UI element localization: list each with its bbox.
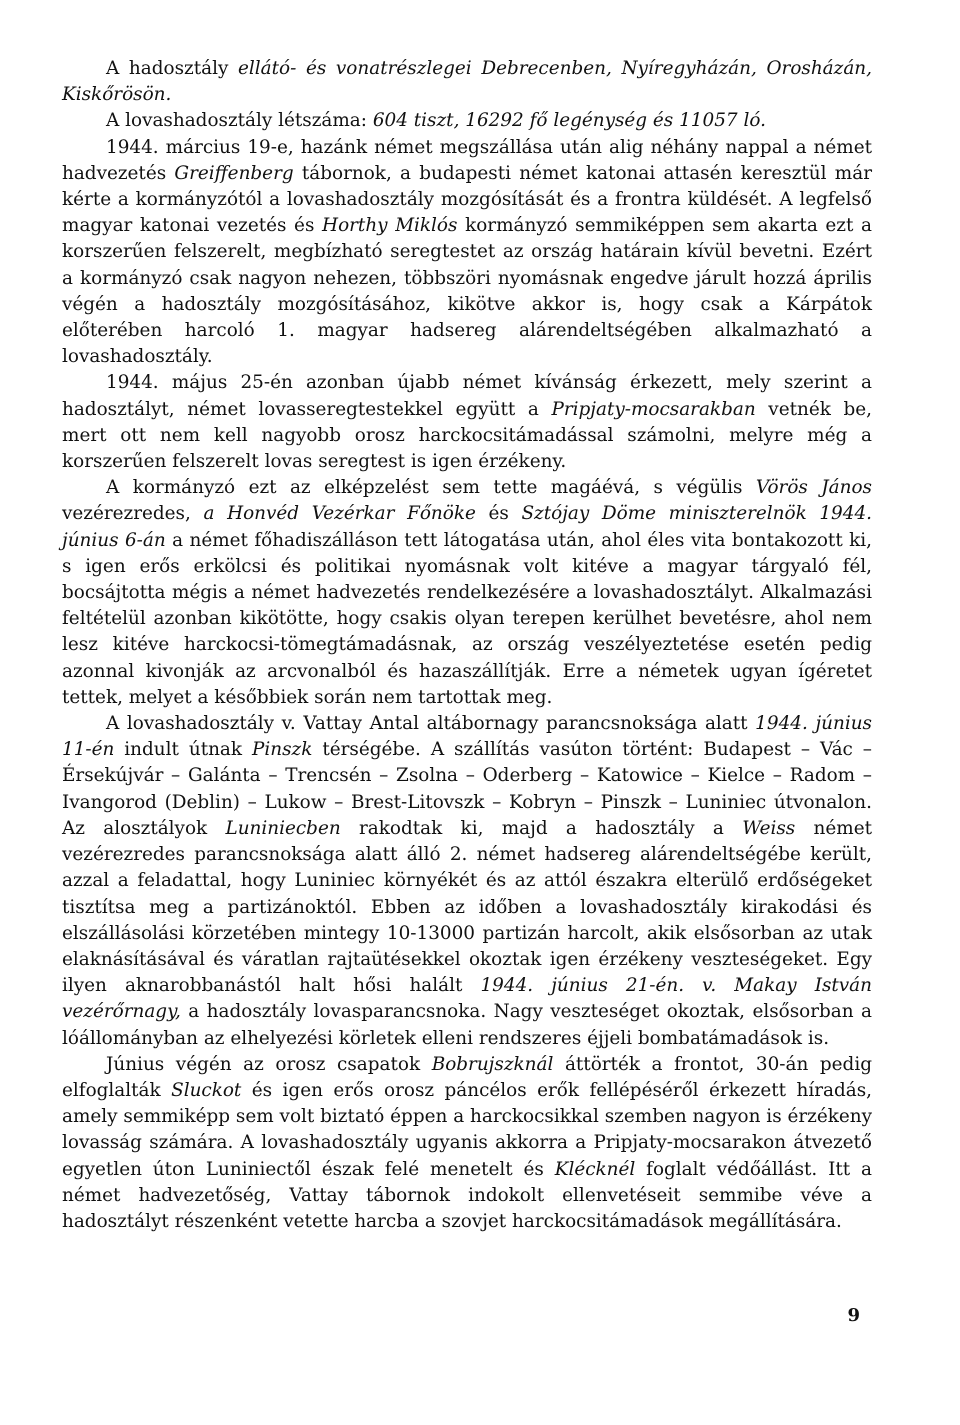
- paragraph-3: [62, 135, 872, 371]
- text-run: térségébe. A szállítás vasúton történt: Budapest – Vác – Érsekújvár – Galánta – Trencsén – Zsolna – Oderberg – Katowice – Kielce – Radom – Ivangorod (Deblin) – Lukow – Brest-Litovszk – Kobryn – Pinszk – Luniniec útvonalon. Az alosztályok: [62, 739, 872, 839]
- paragraph-4: [62, 370, 872, 475]
- text-run: és igen erős orosz páncélos erők fellépéséről érkezett híradás, amely semmiképp sem volt biztató éppen a harckocsikkal szemben nagyon is érzékeny lovasság számára. A lovashadosztály ugyanis akkorra a Pripjaty-mocsarakon átvezető egyetlen úton Luniniectől észak felé menetelt és: [62, 1079, 872, 1180]
- italic-text-run: Klécknél: [554, 1158, 636, 1180]
- text-run: rakodtak ki, majd a hadosztály a: [340, 817, 743, 839]
- italic-text-run: Weiss: [742, 817, 796, 839]
- text-run: A lovashadosztály létszáma:: [106, 110, 373, 132]
- paragraph-2: [62, 108, 872, 134]
- italic-text-run: Greiffenberg: [174, 162, 294, 184]
- text-run: és: [475, 503, 522, 525]
- italic-text-run: Sluckot: [171, 1079, 242, 1101]
- text-run: foglalt védőállást. Itt a német hadvezetőség, Vattay tábornok indokolt ellenvetéseit semmibe véve a hadosztályt részenként vetette harcba a szovjet harckocsitámadások megállítására.: [62, 1158, 873, 1232]
- text-run: A lovashadosztály v. Vattay Antal altábornagy parancsnoksága alatt: [106, 713, 756, 735]
- text-run: Június végén az orosz csapatok: [106, 1053, 432, 1075]
- italic-text-run: Luniniecben: [225, 817, 341, 839]
- italic-text-run: a Honvéd Vezérkar Főnöke: [203, 503, 476, 525]
- text-run: A kormányzó ezt az elképzelést sem tette magáévá, s végülis: [106, 477, 756, 499]
- text-run: áttörték a frontot, 30-án pedig elfoglalták: [62, 1053, 872, 1101]
- text-run: vezérezredes,: [62, 503, 204, 525]
- text-run: A hadosztály: [106, 58, 238, 79]
- italic-text-run: ellátó- és vonatrészlegei Debrecenben, Nyíregyházán, Orosházán, Kiskőrösön.: [62, 58, 872, 106]
- italic-text-run: 1944. június 11-én: [62, 713, 872, 761]
- paragraph-5: [62, 475, 872, 711]
- book-page-body: [62, 56, 872, 1235]
- text-run: tábornok, a budapesti német katonai attasén keresztül már kérte a kormányzótól a lovashadosztály mozgósítását és a frontra küldését. A legfelső magyar katonai vezetés és: [62, 162, 872, 237]
- paragraph-7: [62, 1052, 872, 1235]
- italic-text-run: Sztójay Döme miniszterelnök 1944. június 6-án: [62, 503, 873, 551]
- italic-text-run: Vörös János: [755, 477, 872, 499]
- text-run: vetnék be, mert ott nem kell nagyobb orosz harckocsitámadással számolni, melyre még a korszerűen felszerelt lovas seregtest is igen érzékeny.: [62, 398, 872, 473]
- paragraph-1: [62, 56, 872, 108]
- italic-text-run: Bobrujszknál: [431, 1053, 554, 1075]
- text-run: a német főhadiszálláson tett látogatása után, ahol éles vita bontakozott ki, s igen erős erkölcsi és politikai nyomásnak volt kitéve a magyar tárgyaló fél, bocsájtotta mégis a német hadvezetés rendelkezésére a lovashadosztályt. Alkalmazási feltételül azonban kikötötte, hogy csakis olyan terepen kerülhet bevetésre, ahol nem lesz kitéve harckocsi-tömegtámadásnak, az ország veszélyeztetése esetén pedig azonnal kivonják az arcvonalból és hazaszállítják. Erre a németek ugyan ígéretet tettek, melyet a későbbiek során nem tartottak meg.: [62, 529, 872, 708]
- text-run: 1944. március 19-e, hazánk német megszállása után alig néhány nappal a német hadvezetés: [62, 136, 872, 184]
- italic-text-run: Pinszk: [252, 739, 313, 761]
- italic-text-run: Horthy Miklós: [322, 215, 458, 237]
- text-run: kormányzó semmiképpen sem akarta ezt a korszerűen felszerelt, megbízható seregtestet az ország határain kívül bevetni. Ezért a kormányzó csak nagyon nehezen, többszöri nyomásnak engedve járult hozzá április végén a hadosztály mozgósításához, kikötve akkor is, hogy csak a Kárpátok előterében harcoló 1. magyar hadsereg alárendeltségében alkalmazható a lovashadosztály.: [62, 215, 872, 368]
- text-run: 1944. május 25-én azonban újabb német kívánság érkezett, mely szerint a hadosztályt, német lovasseregtestekkel együtt a: [62, 372, 872, 420]
- text-run: a hadosztály lovasparancsnoka. Nagy veszteséget okoztak, elsősorban a lóállományban az elhelyezési körletek elleni rendszeres éjjeli bombatámadások is.: [62, 1001, 872, 1049]
- text-run: német vezérezredes parancsnoksága alatt álló 2. német hadsereg alárendeltségébe került, azzal a feladattal, hogy Luniniec környékét és az attól északra elterülő erdőségeket tisztítsa meg a partizánoktól. Ebben az időben a lovashadosztály kirakodási és elszállásolási körzetében mintegy 10-13000 partizán harcolt, akik elsősorban az utak elaknásításával és váratlan rajtaütésekkel okoztak igen érzékeny veszteségeket. Egy ilyen aknarobbanástól halt hősi halált: [62, 817, 872, 997]
- page-number: 9: [847, 1305, 860, 1326]
- italic-text-run: Pripjaty-mocsarakban: [551, 398, 756, 420]
- italic-text-run: 1944. június 21-én. v. Makay István vezérőrnagy,: [62, 975, 872, 1023]
- italic-text-run: 604 tiszt, 16292 fő legénység és 11057 ló.: [372, 110, 766, 132]
- text-run: indult útnak: [114, 739, 252, 761]
- paragraph-6: [62, 711, 872, 1052]
